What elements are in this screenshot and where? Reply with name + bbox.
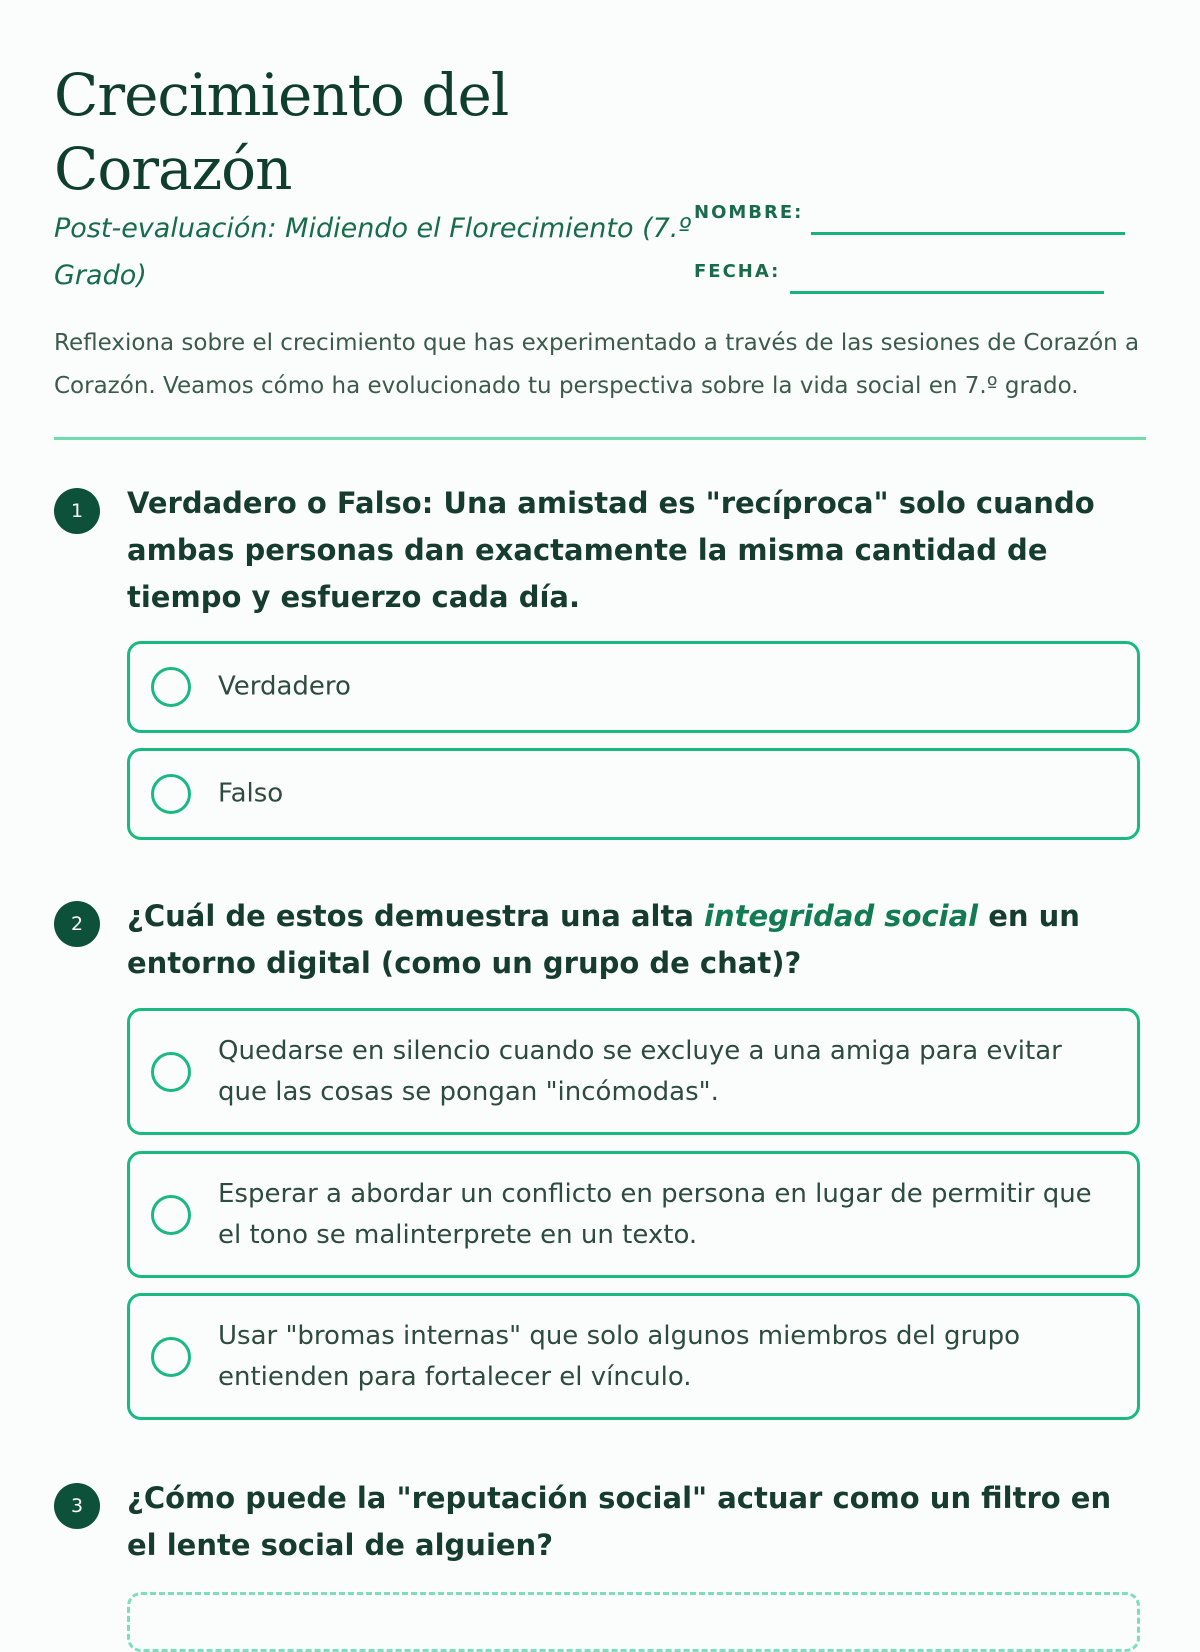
section-divider bbox=[54, 437, 1146, 440]
option-label: Quedarse en silencio cuando se excluye a una amiga para evitar que las cosas se pongan "incómodas". bbox=[218, 1035, 1062, 1107]
date-input-line[interactable] bbox=[790, 291, 1104, 294]
option-2a[interactable] bbox=[127, 1008, 1140, 1135]
option-2b[interactable] bbox=[127, 1151, 1140, 1278]
worksheet-header bbox=[54, 0, 1146, 300]
name-label: NOMBRE: bbox=[694, 202, 804, 223]
option-label: Usar "bromas internas" que solo algunos miembros del grupo entienden para fortalecer el vínculo. bbox=[218, 1320, 1021, 1392]
date-label: FECHA: bbox=[694, 261, 781, 282]
worksheet-page bbox=[54, 0, 1146, 1562]
name-field bbox=[694, 203, 803, 223]
question-number-badge: 3 bbox=[54, 1483, 100, 1529]
option-label: Esperar a abordar un conflicto en persona en lugar de permitir que el tono se malinterprete en un texto. bbox=[218, 1178, 1092, 1250]
question-text: Verdadero o Falso: Una amistad es "recíproca" solo cuando ambas personas dan exactamente la misma cantidad de tiempo y esfuerzo cada día. bbox=[127, 486, 1095, 614]
title-line-2: Corazón bbox=[54, 135, 292, 203]
option-label: Falso bbox=[218, 778, 284, 809]
question-text-emphasis: integridad social bbox=[704, 899, 979, 933]
radio-button[interactable] bbox=[151, 667, 191, 707]
option-verdadero[interactable] bbox=[127, 641, 1140, 733]
radio-button[interactable] bbox=[151, 1337, 191, 1377]
intro-text: Reflexiona sobre el crecimiento que has experimentado a través de las sesiones de Corazón a Corazón. Veamos cómo ha evolucionado tu perspectiva sobre la vida social en 7.º grado. bbox=[54, 330, 1140, 399]
title-line-1: Crecimiento del bbox=[54, 61, 509, 129]
page-subtitle: Post-evaluación: Midiendo el Florecimiento (7.º Grado) bbox=[54, 213, 692, 291]
date-field bbox=[694, 262, 780, 282]
radio-button[interactable] bbox=[151, 1052, 191, 1092]
option-2c[interactable] bbox=[127, 1293, 1140, 1420]
page-title bbox=[54, 58, 534, 206]
radio-button[interactable] bbox=[151, 774, 191, 814]
question-number-badge: 2 bbox=[54, 901, 100, 947]
name-input-line[interactable] bbox=[811, 232, 1125, 235]
question-text-start: ¿Cuál de estos demuestra una alta bbox=[127, 899, 704, 933]
question-text bbox=[127, 893, 1137, 987]
answer-box[interactable] bbox=[127, 1592, 1140, 1652]
question-text: ¿Cómo puede la "reputación social" actuar como un filtro en el lente social de alguien? bbox=[127, 1481, 1112, 1562]
option-falso[interactable] bbox=[127, 748, 1140, 840]
radio-button[interactable] bbox=[151, 1195, 191, 1235]
question-number-badge: 1 bbox=[54, 488, 100, 534]
question-text-end: en un entorno digital (como un grupo de chat)? bbox=[127, 899, 1080, 980]
option-label: Verdadero bbox=[218, 671, 351, 702]
